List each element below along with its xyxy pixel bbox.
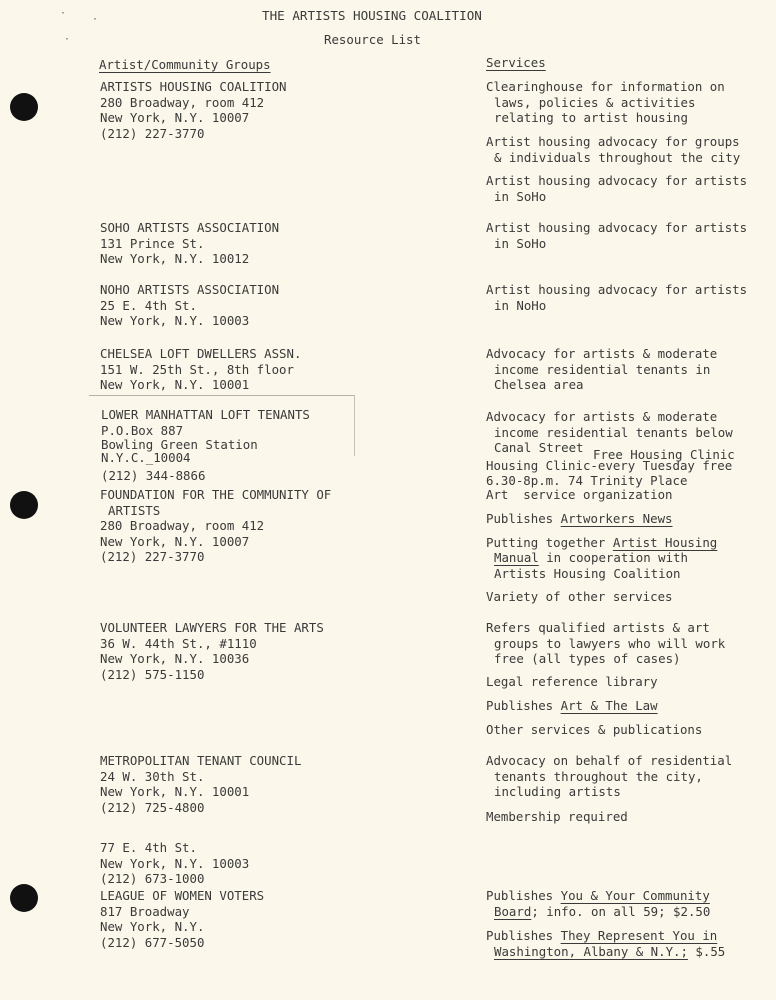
publication-title: Art & The Law <box>560 698 658 713</box>
address-line: New York, N.Y. 10007 <box>100 110 250 126</box>
phone-number: (212) 344-8866 <box>101 468 206 484</box>
publication-title: You & Your Community <box>560 888 710 903</box>
publication-title: Artist Housing <box>612 535 718 550</box>
services-entry <box>486 620 725 667</box>
address-line: New York, N.Y. 10036 <box>100 651 250 667</box>
services-entry <box>486 79 725 126</box>
address-line: P.O.Box 887 <box>101 422 184 438</box>
address-line: New York, N.Y. <box>100 919 205 935</box>
stray-mark: · <box>60 8 67 19</box>
service-line: Membership required <box>486 809 628 824</box>
service-line: Advocacy for artists & moderate <box>486 409 718 424</box>
stray-mark: · <box>92 14 99 25</box>
service-line: Putting together Artist Housing <box>486 535 718 550</box>
service-line: income residential tenants below <box>494 424 733 440</box>
service-line: Refers qualified artists & art <box>486 620 710 635</box>
service-line: Artist housing advocacy for artists <box>486 220 748 235</box>
service-line: Artist housing advocacy for groups <box>486 134 740 149</box>
service-line: Publishes Art & The Law <box>486 698 658 713</box>
service-line: including artists <box>494 784 621 800</box>
publication-title: Washington, Albany & N.Y.; <box>494 944 688 959</box>
services-entry <box>486 134 740 165</box>
clinic-note-line: Housing Clinic-every Tuesday free <box>486 458 733 473</box>
group-name: SOHO ARTISTS ASSOCIATION <box>100 220 280 235</box>
service-line: laws, policies & activities <box>494 94 696 110</box>
address-line: New York, N.Y. 10001 <box>100 784 250 800</box>
service-line: Canal Street <box>494 440 584 456</box>
service-line: Artist housing advocacy for artists <box>486 173 748 188</box>
address-line: 77 E. 4th St. <box>100 840 197 855</box>
service-line: Publishes You & Your Community <box>486 888 710 903</box>
phone-number: (212) 227-3770 <box>100 125 205 141</box>
address-line: New York, N.Y. 10012 <box>100 251 250 267</box>
clinic-note-line: Free Housing Clinic <box>593 447 735 462</box>
column-heading-services: Services <box>486 55 546 70</box>
service-line: Art service organization <box>486 487 673 502</box>
phone-number: (212) 725-4800 <box>100 799 205 815</box>
service-line: Publishes They Represent You in <box>486 928 718 943</box>
services-entry <box>486 173 747 204</box>
service-line: Manual in cooperation with <box>494 550 688 565</box>
service-line: Publishes Artworkers News <box>486 511 673 526</box>
services-entry <box>486 220 747 251</box>
group-entry <box>100 753 301 815</box>
group-entry-address2 <box>100 840 249 887</box>
address-line: 151 W. 25th St., 8th floor <box>100 361 294 377</box>
column-heading-groups: Artist/Community Groups <box>99 57 271 72</box>
page-title: THE ARTISTS HOUSING COALITION <box>262 8 482 23</box>
services-entry <box>486 753 732 800</box>
service-line: Variety of other services <box>486 589 673 604</box>
address-line: 817 Broadway <box>100 903 190 919</box>
services-entry <box>486 346 717 393</box>
service-line: Artists Housing Coalition <box>494 566 681 581</box>
service-line: in SoHo <box>494 188 547 204</box>
service-line: & individuals throughout the city <box>494 149 741 165</box>
group-entry <box>100 220 279 267</box>
group-name: LEAGUE OF WOMEN VOTERS <box>100 888 265 903</box>
service-line: Chelsea area <box>494 377 584 393</box>
publication-title: They Represent You in <box>560 928 718 943</box>
service-line: income residential tenants in <box>494 361 711 377</box>
service-line: Board; info. on all 59; $2.50 <box>494 904 711 919</box>
publication-title: Board <box>494 904 532 919</box>
phone-number: (212) 575-1150 <box>100 666 205 682</box>
group-name: CHELSEA LOFT DWELLERS ASSN. <box>100 346 302 361</box>
group-name: METROPOLITAN TENANT COUNCIL <box>100 753 302 768</box>
service-line: Legal reference library <box>486 674 658 689</box>
service-line: in NoHo <box>494 297 547 313</box>
group-entry <box>101 407 310 484</box>
group-entry <box>100 79 287 141</box>
service-line: in SoHo <box>494 235 547 251</box>
service-line: relating to artist housing <box>494 110 688 126</box>
service-line: Washington, Albany & N.Y.; $.55 <box>494 944 726 959</box>
page-subtitle: Resource List <box>324 32 421 47</box>
address-line: New York, N.Y. 10001 <box>100 377 250 393</box>
address-line: 280 Broadway, room 412 <box>100 518 265 534</box>
phone-number: (212) 227-3770 <box>100 549 205 565</box>
address-line: New York, N.Y. 10003 <box>100 855 250 871</box>
binder-hole <box>10 884 38 912</box>
address-line: 131 Prince St. <box>100 235 205 251</box>
service-line: Advocacy for artists & moderate <box>486 346 718 361</box>
address-line: New York, N.Y. 10003 <box>100 313 250 329</box>
address-line: 25 E. 4th St. <box>100 297 197 313</box>
group-entry <box>100 346 301 393</box>
address-line: N.Y.C._10004 <box>101 450 191 466</box>
group-entry <box>100 888 264 950</box>
binder-hole <box>10 491 38 519</box>
address-line: 24 W. 30th St. <box>100 768 205 784</box>
binder-hole <box>10 93 38 121</box>
group-name-cont: ARTISTS <box>108 502 161 518</box>
address-line: Bowling Green Station <box>101 437 258 453</box>
address-line: 280 Broadway, room 412 <box>100 94 265 110</box>
phone-number: (212) 673-1000 <box>100 871 205 887</box>
address-line: 36 W. 44th St., #1110 <box>100 635 257 651</box>
phone-number: (212) 677-5050 <box>100 934 205 950</box>
address-line: New York, N.Y. 10007 <box>100 533 250 549</box>
service-line: groups to lawyers who will work <box>494 635 726 651</box>
group-entry <box>100 620 324 682</box>
service-line: Clearinghouse for information on <box>486 79 725 94</box>
services-entry <box>486 282 747 313</box>
group-name: LOWER MANHATTAN LOFT TENANTS <box>101 407 310 422</box>
service-line: tenants throughout the city, <box>494 768 703 784</box>
group-name: FOUNDATION FOR THE COMMUNITY OF <box>100 487 332 502</box>
stray-mark: · <box>64 34 71 45</box>
group-name: NOHO ARTISTS ASSOCIATION <box>100 282 280 297</box>
clinic-note-line: 6.30-8p.m. 74 Trinity Place <box>486 473 688 488</box>
service-line: Advocacy on behalf of residential <box>486 753 733 768</box>
group-entry <box>100 282 279 329</box>
group-name: VOLUNTEER LAWYERS FOR THE ARTS <box>100 620 324 635</box>
service-line: Artist housing advocacy for artists <box>486 282 748 297</box>
service-line: free (all types of cases) <box>494 651 681 667</box>
group-entry <box>100 487 331 565</box>
publication-title: Manual <box>494 550 539 565</box>
group-name: ARTISTS HOUSING COALITION <box>100 79 287 94</box>
publication-title: Artworkers News <box>560 511 673 526</box>
service-line: Other services & publications <box>486 722 703 737</box>
